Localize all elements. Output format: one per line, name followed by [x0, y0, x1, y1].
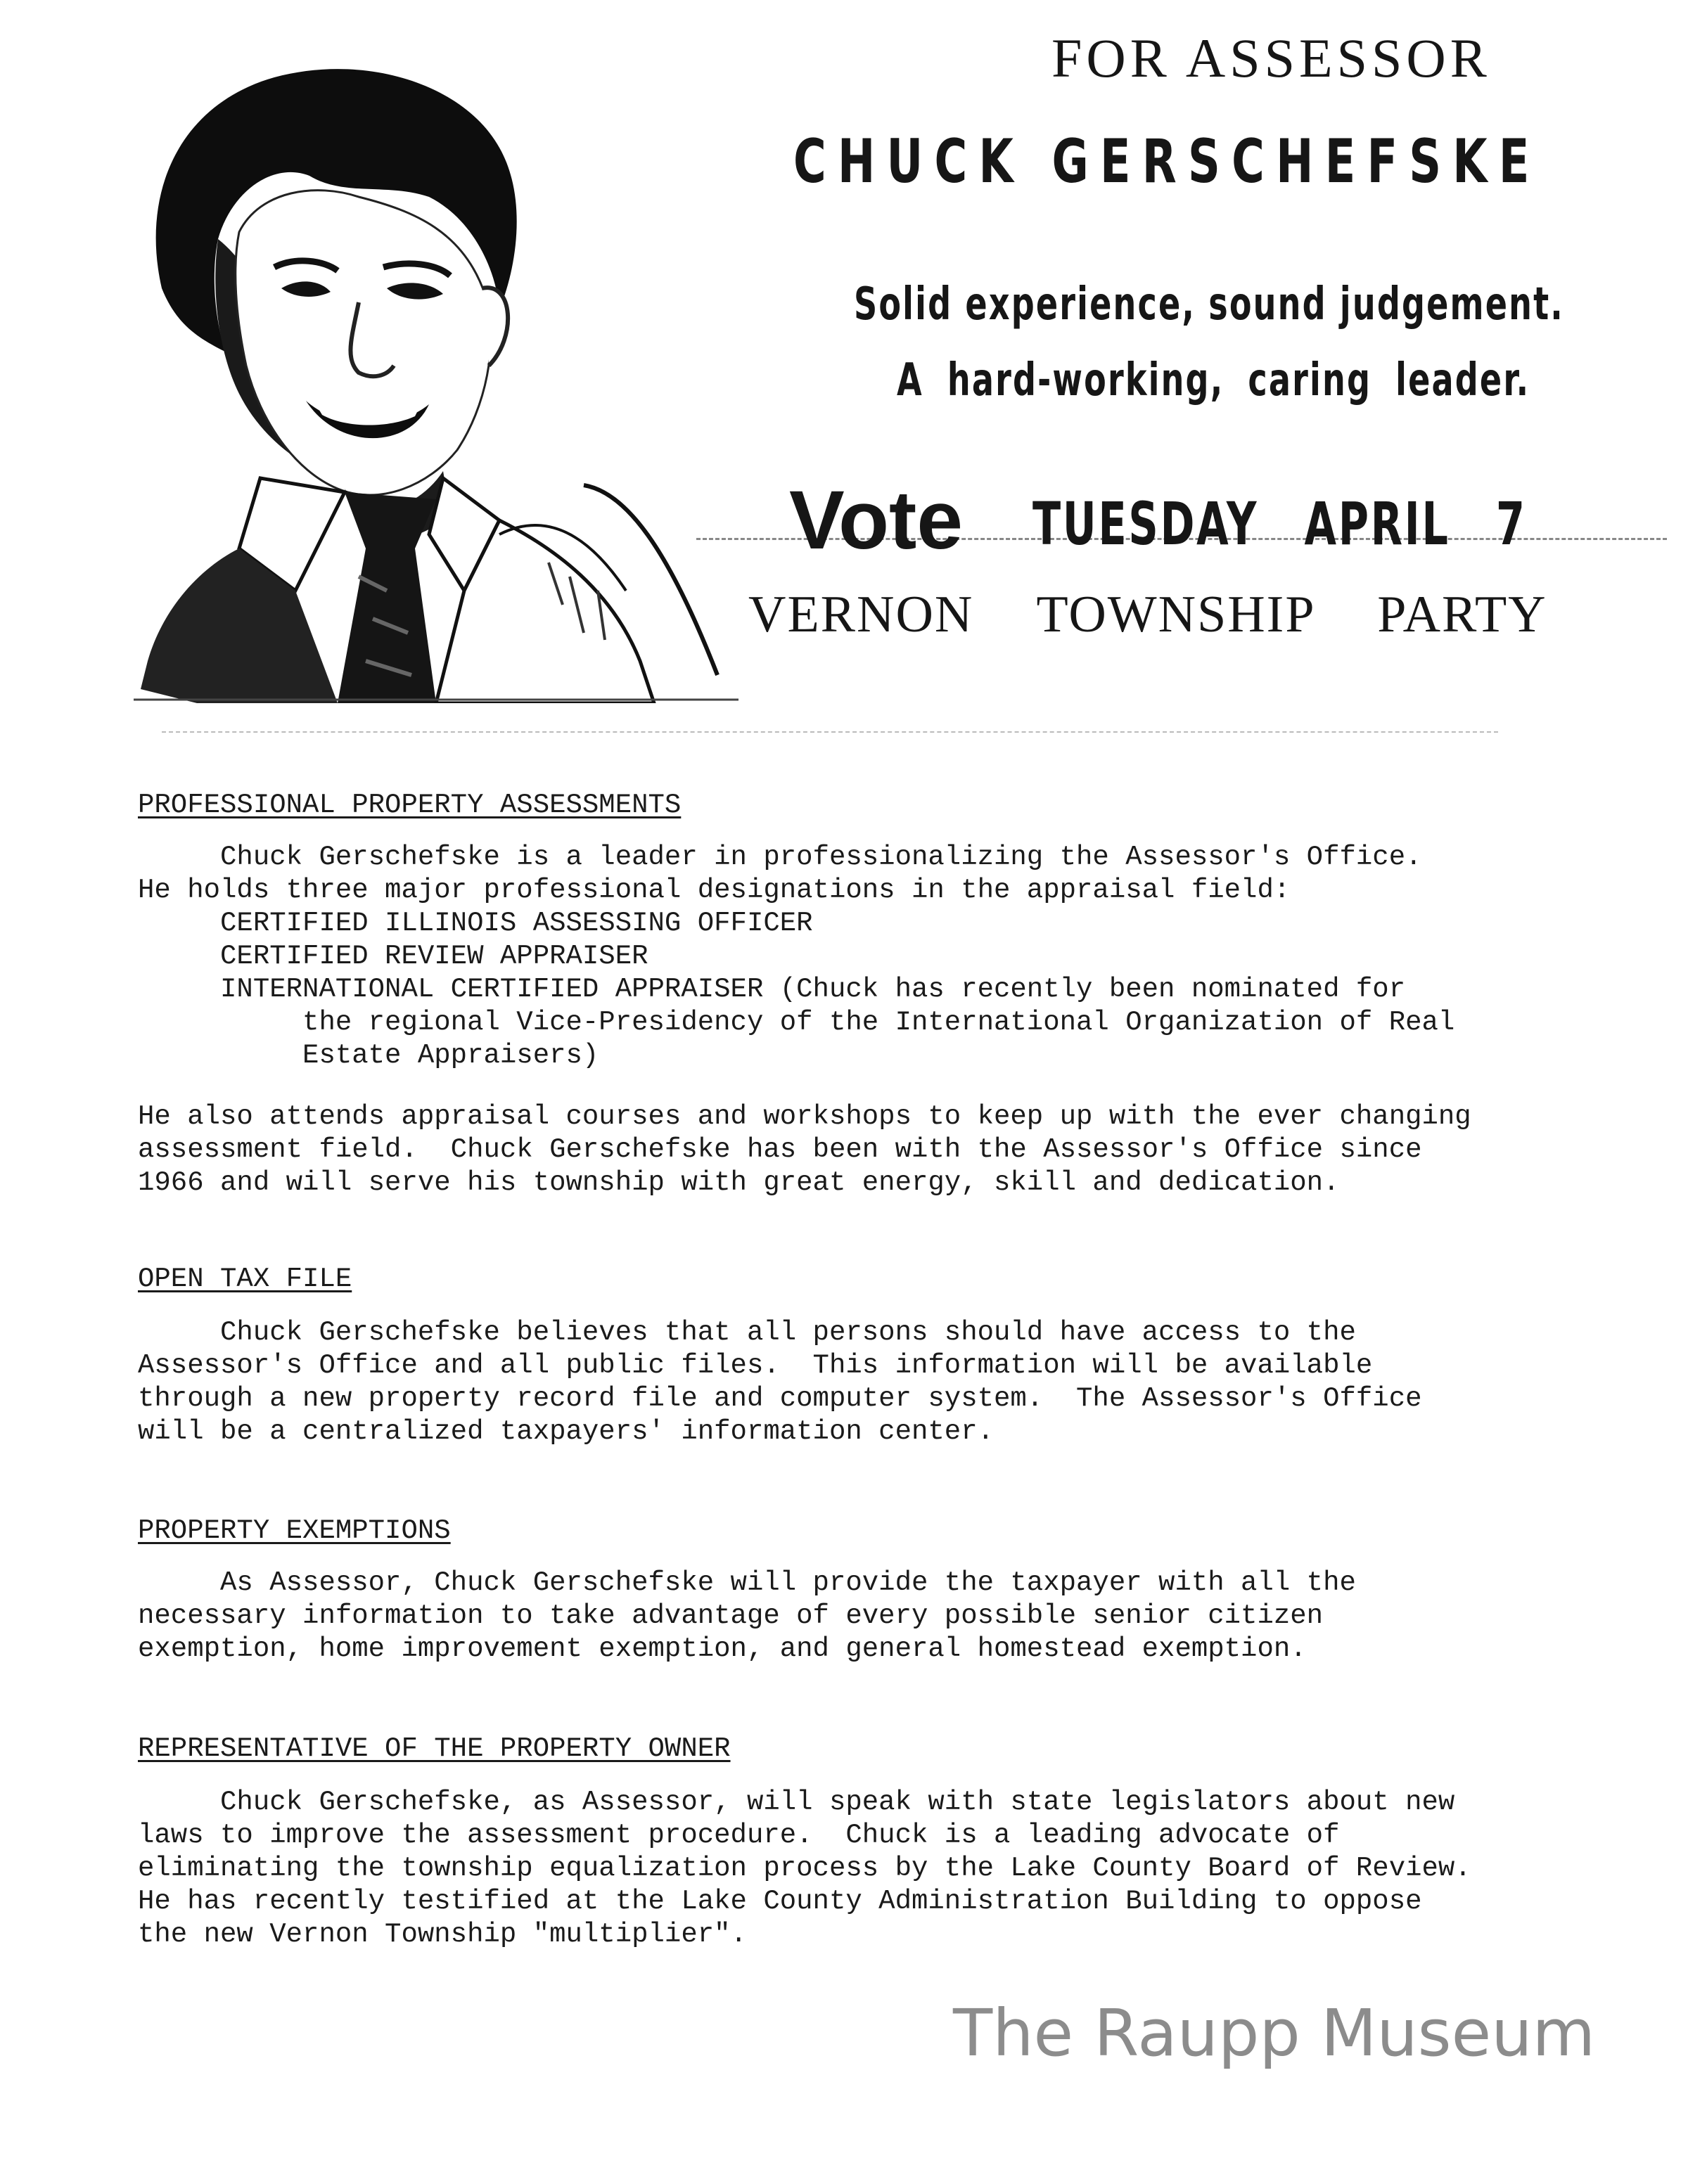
vote-word: Vote — [789, 474, 963, 567]
portrait-face — [236, 191, 491, 495]
representative-line: laws to improve the assessment procedure. Chuck is a leading advocate of — [138, 1820, 1340, 1851]
section-heading-exemptions: PROPERTY EXEMPTIONS — [138, 1515, 451, 1546]
party-name: VERNON TOWNSHIP PARTY — [748, 586, 1547, 643]
assessments-line: INTERNATIONAL CERTIFIED APPRAISER (Chuck has recently been nominated for — [138, 974, 1406, 1005]
tax-file-line: will be a centralized taxpayers' information center. — [138, 1416, 994, 1447]
representative-line: the new Vernon Township "multiplier". — [138, 1919, 747, 1950]
decorative-dashed-line — [162, 731, 1498, 733]
vote-date: TUESDAY APRIL 7 — [1032, 489, 1527, 558]
assessments-line: 1966 and will serve his township with great energy, skill and dedication. — [138, 1167, 1340, 1198]
assessments-line: CERTIFIED ILLINOIS ASSESSING OFFICER — [138, 908, 813, 939]
exemptions-line: exemption, home improvement exemption, and general homestead exemption. — [138, 1633, 1307, 1664]
assessments-line: CERTIFIED REVIEW APPRAISER — [138, 941, 648, 972]
assessments-line: Chuck Gerschefske is a leader in professionalizing the Assessor's Office. — [138, 842, 1422, 873]
museum-watermark: The Raupp Museum — [953, 1996, 1596, 2071]
slogan-line-2: A hard-working, caring leader. — [897, 354, 1530, 406]
assessments-line: assessment field. Chuck Gerschefske has been with the Assessor's Office since — [138, 1134, 1422, 1165]
tax-file-line: Assessor's Office and all public files. This information will be available — [138, 1350, 1373, 1381]
assessments-line: Estate Appraisers) — [138, 1040, 599, 1071]
candidate-name: CHUCK GERSCHEFSKE — [793, 127, 1541, 197]
representative-line: Chuck Gerschefske, as Assessor, will speak with state legislators about new — [138, 1787, 1455, 1818]
assessments-line: the regional Vice-Presidency of the International Organization of Real — [138, 1007, 1455, 1038]
representative-line: He has recently testified at the Lake County Administration Building to oppose — [138, 1886, 1422, 1917]
portrait-jacket-left — [141, 548, 338, 703]
portrait-tie — [338, 492, 436, 703]
exemptions-line: As Assessor, Chuck Gerschefske will provide the taxpayer with all the — [138, 1567, 1356, 1598]
section-heading-representative: REPRESENTATIVE OF THE PROPERTY OWNER — [138, 1733, 731, 1764]
section-heading-assessments: PROFESSIONAL PROPERTY ASSESSMENTS — [138, 790, 682, 821]
tax-file-line: through a new property record file and computer system. The Assessor's Office — [138, 1383, 1422, 1414]
representative-line: eliminating the township equalization process by the Lake County Board of Review. — [138, 1853, 1471, 1884]
tax-file-line: Chuck Gerschefske believes that all persons should have access to the — [138, 1317, 1356, 1348]
assessments-line: He holds three major professional designations in the appraisal field: — [138, 875, 1291, 906]
exemptions-line: necessary information to take advantage of every possible senior citizen — [138, 1600, 1324, 1631]
slogan-line-1: Solid experience, sound judgement. — [854, 278, 1564, 330]
assessments-line: He also attends appraisal courses and workshops to keep up with the ever changing — [138, 1101, 1471, 1132]
section-heading-tax-file: OPEN TAX FILE — [138, 1264, 352, 1295]
candidate-portrait — [134, 56, 753, 703]
office-title: FOR ASSESSOR — [1051, 27, 1491, 89]
